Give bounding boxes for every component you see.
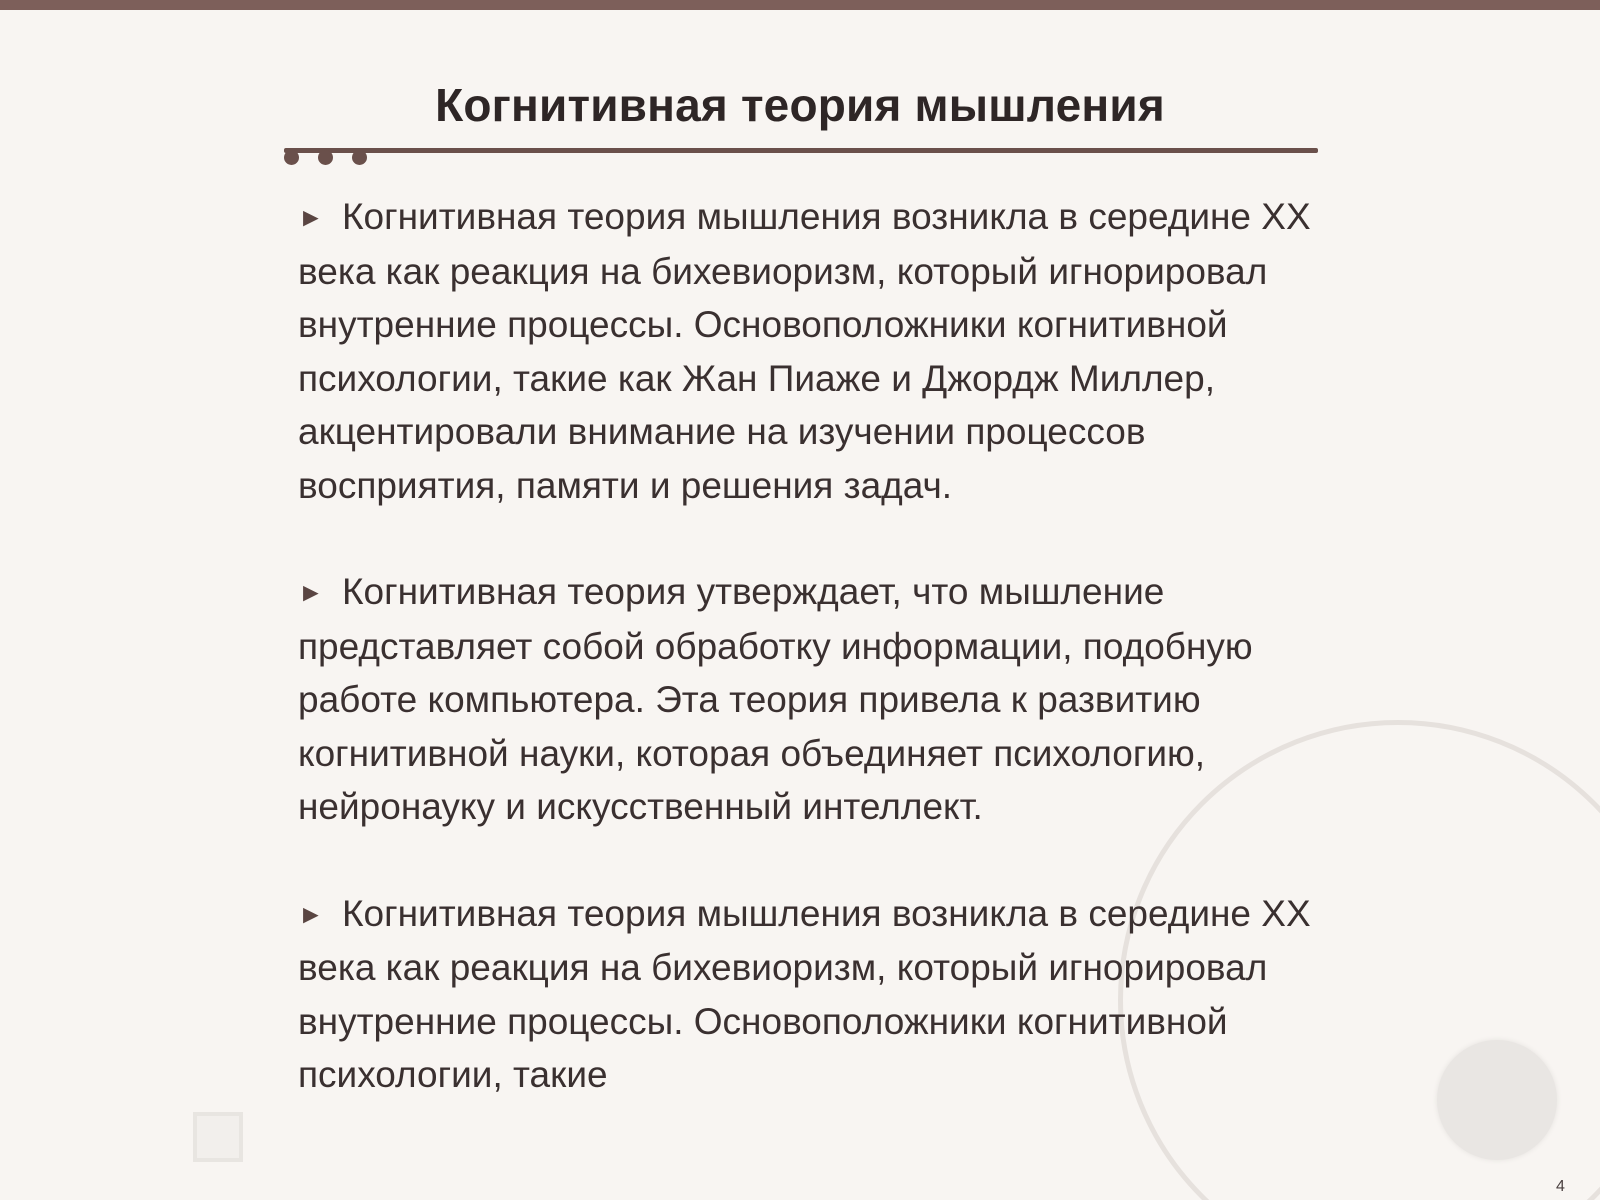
slide-title: Когнитивная теория мышления bbox=[435, 79, 1165, 131]
decorative-circle bbox=[1437, 1040, 1557, 1160]
paragraph-text: Когнитивная теория мышления возникла в середине XX века как реакция на бихевиоризм, который игнорировал внутренние процессы. Основоположники когнитивной психологии, такие bbox=[298, 892, 1311, 1095]
dot-2 bbox=[318, 150, 333, 165]
paragraph-2 bbox=[298, 565, 1318, 834]
page-number: 4 bbox=[1556, 1178, 1565, 1195]
decorative-square bbox=[193, 1112, 243, 1162]
dot-1 bbox=[284, 150, 299, 165]
top-accent-bar bbox=[0, 0, 1600, 10]
content-body bbox=[298, 190, 1318, 1155]
bullet-arrow-icon: ► bbox=[298, 202, 324, 232]
dot-3 bbox=[352, 150, 367, 165]
bullet-arrow-icon: ► bbox=[298, 898, 324, 929]
paragraph-text: Когнитивная теория мышления возникла в середине XX века как реакция на бихевиоризм, который игнорировал внутренние процессы. Основоположники когнитивной психологии, такие как Жан Пиаже и Джордж Миллер, акцентировали внимание на изучении процессов восприятия, памяти и решения задач. bbox=[298, 196, 1311, 506]
paragraph-3 bbox=[298, 887, 1318, 1102]
bullet-arrow-icon: ► bbox=[298, 577, 324, 607]
paragraph-text: Когнитивная теория утверждает, что мышление представляет собой обработку информации, подобную работе компьютера. Эта теория привела к развитию когнитивной науки, которая объединяет психологию, нейронауку и искусственный интеллект. bbox=[298, 571, 1253, 827]
title-dots bbox=[282, 150, 382, 168]
paragraph-1 bbox=[298, 190, 1318, 512]
title-underline bbox=[284, 148, 1318, 153]
